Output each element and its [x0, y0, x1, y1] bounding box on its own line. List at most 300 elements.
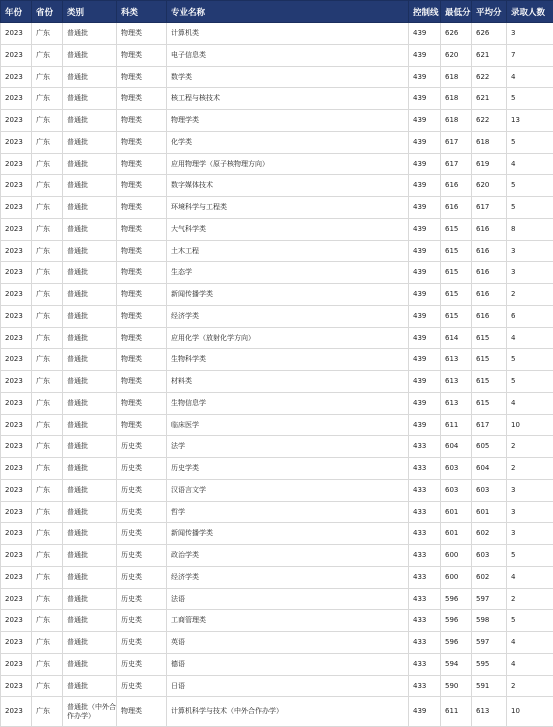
cell-avg-score: 602 — [472, 566, 507, 588]
cell-control-line: 439 — [409, 284, 441, 306]
table-row — [1, 610, 553, 632]
cell-admitted-count: 5 — [507, 371, 553, 393]
table-row — [1, 675, 553, 697]
cell-admitted-count: 4 — [507, 327, 553, 349]
cell-control-line: 439 — [409, 262, 441, 284]
cell-avg-score: 603 — [472, 545, 507, 567]
table-row — [1, 697, 553, 727]
cell-control-line: 439 — [409, 349, 441, 371]
table-row — [1, 458, 553, 480]
cell-major: 汉语言文学 — [167, 479, 409, 501]
cell-province: 广东 — [32, 653, 63, 675]
cell-year: 2023 — [1, 66, 32, 88]
cell-control-line: 433 — [409, 675, 441, 697]
cell-subject: 物理类 — [117, 392, 167, 414]
cell-avg-score: 622 — [472, 110, 507, 132]
cell-year: 2023 — [1, 610, 32, 632]
cell-admitted-count: 10 — [507, 414, 553, 436]
cell-major: 日语 — [167, 675, 409, 697]
cell-year: 2023 — [1, 327, 32, 349]
cell-min-score: 617 — [441, 153, 472, 175]
cell-batch: 普通批 — [63, 153, 117, 175]
cell-avg-score: 613 — [472, 697, 507, 727]
table-row — [1, 23, 553, 45]
cell-subject: 物理类 — [117, 44, 167, 66]
cell-batch: 普通批 — [63, 23, 117, 45]
cell-admitted-count: 10 — [507, 697, 553, 727]
cell-province: 广东 — [32, 240, 63, 262]
cell-admitted-count: 2 — [507, 284, 553, 306]
cell-major: 经济学类 — [167, 566, 409, 588]
cell-subject: 历史类 — [117, 436, 167, 458]
cell-min-score: 594 — [441, 653, 472, 675]
cell-avg-score: 615 — [472, 327, 507, 349]
cell-year: 2023 — [1, 697, 32, 727]
cell-major: 应用物理学（原子核物理方向） — [167, 153, 409, 175]
cell-admitted-count: 2 — [507, 675, 553, 697]
cell-year: 2023 — [1, 588, 32, 610]
cell-batch: 普通批 — [63, 175, 117, 197]
cell-subject: 历史类 — [117, 653, 167, 675]
cell-province: 广东 — [32, 675, 63, 697]
cell-control-line: 439 — [409, 110, 441, 132]
cell-subject: 历史类 — [117, 501, 167, 523]
cell-control-line: 439 — [409, 305, 441, 327]
header-avg-score: 平均分 — [472, 1, 507, 23]
cell-admitted-count: 3 — [507, 262, 553, 284]
cell-admitted-count: 4 — [507, 566, 553, 588]
cell-major: 政治学类 — [167, 545, 409, 567]
cell-admitted-count: 13 — [507, 110, 553, 132]
cell-subject: 历史类 — [117, 545, 167, 567]
cell-avg-score: 616 — [472, 284, 507, 306]
cell-province: 广东 — [32, 588, 63, 610]
cell-avg-score: 616 — [472, 240, 507, 262]
table-row — [1, 284, 553, 306]
cell-control-line: 433 — [409, 436, 441, 458]
cell-subject: 历史类 — [117, 479, 167, 501]
cell-min-score: 615 — [441, 262, 472, 284]
cell-admitted-count: 3 — [507, 240, 553, 262]
cell-major: 电子信息类 — [167, 44, 409, 66]
cell-year: 2023 — [1, 675, 32, 697]
cell-province: 广东 — [32, 458, 63, 480]
cell-avg-score: 622 — [472, 66, 507, 88]
cell-batch: 普通批 — [63, 131, 117, 153]
cell-batch: 普通批 — [63, 218, 117, 240]
table-row — [1, 523, 553, 545]
table-row — [1, 371, 553, 393]
cell-province: 广东 — [32, 305, 63, 327]
cell-year: 2023 — [1, 632, 32, 654]
cell-min-score: 618 — [441, 110, 472, 132]
cell-avg-score: 603 — [472, 479, 507, 501]
cell-province: 广东 — [32, 23, 63, 45]
cell-province: 广东 — [32, 153, 63, 175]
cell-year: 2023 — [1, 110, 32, 132]
cell-year: 2023 — [1, 23, 32, 45]
cell-batch: 普通批 — [63, 632, 117, 654]
cell-admitted-count: 2 — [507, 436, 553, 458]
cell-year: 2023 — [1, 284, 32, 306]
cell-batch: 普通批 — [63, 610, 117, 632]
cell-year: 2023 — [1, 458, 32, 480]
cell-major: 德语 — [167, 653, 409, 675]
cell-subject: 历史类 — [117, 675, 167, 697]
cell-control-line: 433 — [409, 632, 441, 654]
cell-avg-score: 605 — [472, 436, 507, 458]
cell-major: 物理学类 — [167, 110, 409, 132]
cell-major: 临床医学 — [167, 414, 409, 436]
cell-batch: 普通批 — [63, 44, 117, 66]
header-min-score: 最低分 — [441, 1, 472, 23]
cell-major: 生物信息学 — [167, 392, 409, 414]
cell-year: 2023 — [1, 566, 32, 588]
cell-subject: 物理类 — [117, 305, 167, 327]
cell-batch: 普通批 — [63, 110, 117, 132]
cell-admitted-count: 5 — [507, 197, 553, 219]
cell-subject: 物理类 — [117, 88, 167, 110]
table-row — [1, 262, 553, 284]
cell-min-score: 603 — [441, 458, 472, 480]
cell-min-score: 620 — [441, 44, 472, 66]
cell-control-line: 433 — [409, 545, 441, 567]
cell-batch: 普通批 — [63, 458, 117, 480]
table-row — [1, 66, 553, 88]
table-header — [1, 1, 553, 23]
cell-avg-score: 620 — [472, 175, 507, 197]
cell-admitted-count: 4 — [507, 153, 553, 175]
cell-major: 土木工程 — [167, 240, 409, 262]
cell-min-score: 617 — [441, 131, 472, 153]
cell-major: 数学类 — [167, 66, 409, 88]
cell-control-line: 439 — [409, 697, 441, 727]
cell-min-score: 601 — [441, 501, 472, 523]
cell-min-score: 611 — [441, 414, 472, 436]
cell-admitted-count: 4 — [507, 653, 553, 675]
cell-province: 广东 — [32, 436, 63, 458]
cell-year: 2023 — [1, 653, 32, 675]
header-major: 专业名称 — [167, 1, 409, 23]
cell-avg-score: 604 — [472, 458, 507, 480]
table-row — [1, 632, 553, 654]
cell-major: 生物科学类 — [167, 349, 409, 371]
cell-min-score: 596 — [441, 632, 472, 654]
cell-province: 广东 — [32, 131, 63, 153]
table-row — [1, 349, 553, 371]
cell-admitted-count: 2 — [507, 588, 553, 610]
cell-subject: 物理类 — [117, 66, 167, 88]
table-row — [1, 545, 553, 567]
cell-avg-score: 597 — [472, 632, 507, 654]
cell-min-score: 600 — [441, 545, 472, 567]
cell-admitted-count: 3 — [507, 523, 553, 545]
table-row — [1, 566, 553, 588]
cell-subject: 物理类 — [117, 327, 167, 349]
cell-min-score: 596 — [441, 588, 472, 610]
cell-min-score: 614 — [441, 327, 472, 349]
cell-avg-score: 597 — [472, 588, 507, 610]
cell-province: 广东 — [32, 349, 63, 371]
cell-province: 广东 — [32, 479, 63, 501]
cell-subject: 物理类 — [117, 110, 167, 132]
cell-province: 广东 — [32, 545, 63, 567]
table-row — [1, 218, 553, 240]
cell-batch: 普通批 — [63, 545, 117, 567]
header-admitted-count: 录取人数 — [507, 1, 553, 23]
cell-avg-score: 595 — [472, 653, 507, 675]
cell-province: 广东 — [32, 66, 63, 88]
cell-admitted-count: 5 — [507, 349, 553, 371]
cell-control-line: 439 — [409, 371, 441, 393]
cell-avg-score: 615 — [472, 349, 507, 371]
cell-min-score: 613 — [441, 371, 472, 393]
header-subject: 科类 — [117, 1, 167, 23]
cell-subject: 历史类 — [117, 458, 167, 480]
cell-control-line: 439 — [409, 197, 441, 219]
cell-major: 英语 — [167, 632, 409, 654]
cell-subject: 物理类 — [117, 371, 167, 393]
cell-min-score: 590 — [441, 675, 472, 697]
cell-avg-score: 626 — [472, 23, 507, 45]
cell-min-score: 603 — [441, 479, 472, 501]
cell-batch: 普通批 — [63, 588, 117, 610]
cell-avg-score: 616 — [472, 305, 507, 327]
cell-province: 广东 — [32, 218, 63, 240]
cell-control-line: 439 — [409, 88, 441, 110]
cell-min-score: 601 — [441, 523, 472, 545]
cell-province: 广东 — [32, 632, 63, 654]
cell-subject: 物理类 — [117, 175, 167, 197]
cell-control-line: 433 — [409, 501, 441, 523]
cell-control-line: 439 — [409, 44, 441, 66]
cell-major: 法语 — [167, 588, 409, 610]
cell-major: 材料类 — [167, 371, 409, 393]
header-batch: 类别 — [63, 1, 117, 23]
cell-major: 历史学类 — [167, 458, 409, 480]
table-row — [1, 240, 553, 262]
table-body — [1, 23, 553, 727]
cell-min-score: 615 — [441, 218, 472, 240]
cell-major: 计算机科学与技术（中外合作办学） — [167, 697, 409, 727]
cell-admitted-count: 7 — [507, 44, 553, 66]
cell-province: 广东 — [32, 566, 63, 588]
table-row — [1, 131, 553, 153]
cell-min-score: 615 — [441, 305, 472, 327]
cell-year: 2023 — [1, 349, 32, 371]
cell-avg-score: 598 — [472, 610, 507, 632]
cell-province: 广东 — [32, 371, 63, 393]
cell-major: 数字媒体技术 — [167, 175, 409, 197]
cell-year: 2023 — [1, 545, 32, 567]
cell-major: 核工程与核技术 — [167, 88, 409, 110]
cell-year: 2023 — [1, 175, 32, 197]
cell-admitted-count: 3 — [507, 501, 553, 523]
cell-admitted-count: 6 — [507, 305, 553, 327]
cell-min-score: 600 — [441, 566, 472, 588]
cell-control-line: 439 — [409, 131, 441, 153]
cell-province: 广东 — [32, 414, 63, 436]
cell-batch: 普通批 — [63, 349, 117, 371]
cell-major: 大气科学类 — [167, 218, 409, 240]
cell-major: 生态学 — [167, 262, 409, 284]
cell-subject: 物理类 — [117, 349, 167, 371]
cell-province: 广东 — [32, 110, 63, 132]
cell-avg-score: 621 — [472, 44, 507, 66]
header-year: 年份 — [1, 1, 32, 23]
table-row — [1, 588, 553, 610]
table-row — [1, 653, 553, 675]
cell-admitted-count: 5 — [507, 131, 553, 153]
cell-subject: 物理类 — [117, 414, 167, 436]
cell-avg-score: 617 — [472, 414, 507, 436]
cell-major: 计算机类 — [167, 23, 409, 45]
cell-batch: 普通批 — [63, 240, 117, 262]
cell-province: 广东 — [32, 501, 63, 523]
cell-year: 2023 — [1, 262, 32, 284]
cell-batch: 普通批 — [63, 88, 117, 110]
cell-min-score: 596 — [441, 610, 472, 632]
cell-year: 2023 — [1, 88, 32, 110]
cell-control-line: 439 — [409, 392, 441, 414]
cell-year: 2023 — [1, 501, 32, 523]
cell-batch: 普通批 — [63, 653, 117, 675]
cell-min-score: 615 — [441, 240, 472, 262]
cell-min-score: 626 — [441, 23, 472, 45]
table-row — [1, 305, 553, 327]
cell-subject: 物理类 — [117, 262, 167, 284]
table-row — [1, 110, 553, 132]
cell-major: 工商管理类 — [167, 610, 409, 632]
table-row — [1, 392, 553, 414]
cell-min-score: 611 — [441, 697, 472, 727]
table-row — [1, 197, 553, 219]
table-row — [1, 436, 553, 458]
cell-year: 2023 — [1, 305, 32, 327]
cell-year: 2023 — [1, 436, 32, 458]
cell-control-line: 433 — [409, 566, 441, 588]
cell-province: 广东 — [32, 44, 63, 66]
cell-year: 2023 — [1, 523, 32, 545]
cell-year: 2023 — [1, 218, 32, 240]
cell-avg-score: 601 — [472, 501, 507, 523]
cell-batch: 普通批 — [63, 305, 117, 327]
cell-batch: 普通批 — [63, 501, 117, 523]
cell-subject: 物理类 — [117, 131, 167, 153]
cell-control-line: 439 — [409, 218, 441, 240]
cell-province: 广东 — [32, 175, 63, 197]
cell-avg-score: 621 — [472, 88, 507, 110]
cell-year: 2023 — [1, 392, 32, 414]
cell-subject: 物理类 — [117, 284, 167, 306]
table-row — [1, 153, 553, 175]
table-row — [1, 44, 553, 66]
cell-admitted-count: 3 — [507, 479, 553, 501]
cell-control-line: 439 — [409, 414, 441, 436]
cell-year: 2023 — [1, 240, 32, 262]
cell-avg-score: 617 — [472, 197, 507, 219]
cell-avg-score: 615 — [472, 392, 507, 414]
cell-year: 2023 — [1, 414, 32, 436]
cell-subject: 物理类 — [117, 218, 167, 240]
cell-control-line: 433 — [409, 653, 441, 675]
cell-year: 2023 — [1, 44, 32, 66]
cell-batch: 普通批（中外合作办学） — [63, 697, 117, 727]
cell-avg-score: 591 — [472, 675, 507, 697]
cell-avg-score: 602 — [472, 523, 507, 545]
cell-batch: 普通批 — [63, 327, 117, 349]
cell-control-line: 433 — [409, 610, 441, 632]
cell-major: 新闻传播学类 — [167, 284, 409, 306]
cell-province: 广东 — [32, 327, 63, 349]
cell-batch: 普通批 — [63, 66, 117, 88]
cell-province: 广东 — [32, 262, 63, 284]
cell-subject: 物理类 — [117, 23, 167, 45]
cell-major: 哲学 — [167, 501, 409, 523]
cell-province: 广东 — [32, 284, 63, 306]
cell-min-score: 616 — [441, 197, 472, 219]
cell-subject: 物理类 — [117, 197, 167, 219]
cell-major: 环境科学与工程类 — [167, 197, 409, 219]
cell-batch: 普通批 — [63, 675, 117, 697]
cell-major: 经济学类 — [167, 305, 409, 327]
cell-batch: 普通批 — [63, 414, 117, 436]
cell-admitted-count: 5 — [507, 545, 553, 567]
cell-min-score: 604 — [441, 436, 472, 458]
cell-subject: 历史类 — [117, 523, 167, 545]
cell-major: 化学类 — [167, 131, 409, 153]
cell-subject: 物理类 — [117, 240, 167, 262]
cell-admitted-count: 5 — [507, 175, 553, 197]
cell-batch: 普通批 — [63, 479, 117, 501]
cell-batch: 普通批 — [63, 197, 117, 219]
cell-admitted-count: 4 — [507, 392, 553, 414]
cell-batch: 普通批 — [63, 262, 117, 284]
cell-province: 广东 — [32, 697, 63, 727]
cell-control-line: 439 — [409, 175, 441, 197]
cell-control-line: 439 — [409, 153, 441, 175]
cell-control-line: 439 — [409, 23, 441, 45]
cell-control-line: 439 — [409, 240, 441, 262]
cell-admitted-count: 4 — [507, 66, 553, 88]
cell-min-score: 613 — [441, 392, 472, 414]
cell-control-line: 433 — [409, 523, 441, 545]
cell-year: 2023 — [1, 131, 32, 153]
cell-province: 广东 — [32, 610, 63, 632]
cell-min-score: 615 — [441, 284, 472, 306]
cell-control-line: 433 — [409, 588, 441, 610]
cell-subject: 历史类 — [117, 566, 167, 588]
cell-subject: 历史类 — [117, 632, 167, 654]
cell-avg-score: 615 — [472, 371, 507, 393]
cell-batch: 普通批 — [63, 284, 117, 306]
cell-control-line: 433 — [409, 458, 441, 480]
table-row — [1, 501, 553, 523]
cell-control-line: 439 — [409, 66, 441, 88]
cell-min-score: 618 — [441, 66, 472, 88]
cell-province: 广东 — [32, 88, 63, 110]
cell-subject: 历史类 — [117, 610, 167, 632]
cell-avg-score: 616 — [472, 218, 507, 240]
cell-year: 2023 — [1, 479, 32, 501]
cell-admitted-count: 2 — [507, 458, 553, 480]
cell-control-line: 433 — [409, 479, 441, 501]
cell-admitted-count: 8 — [507, 218, 553, 240]
cell-subject: 物理类 — [117, 697, 167, 727]
cell-major: 法学 — [167, 436, 409, 458]
cell-major: 应用化学（放射化学方向） — [167, 327, 409, 349]
cell-min-score: 618 — [441, 88, 472, 110]
